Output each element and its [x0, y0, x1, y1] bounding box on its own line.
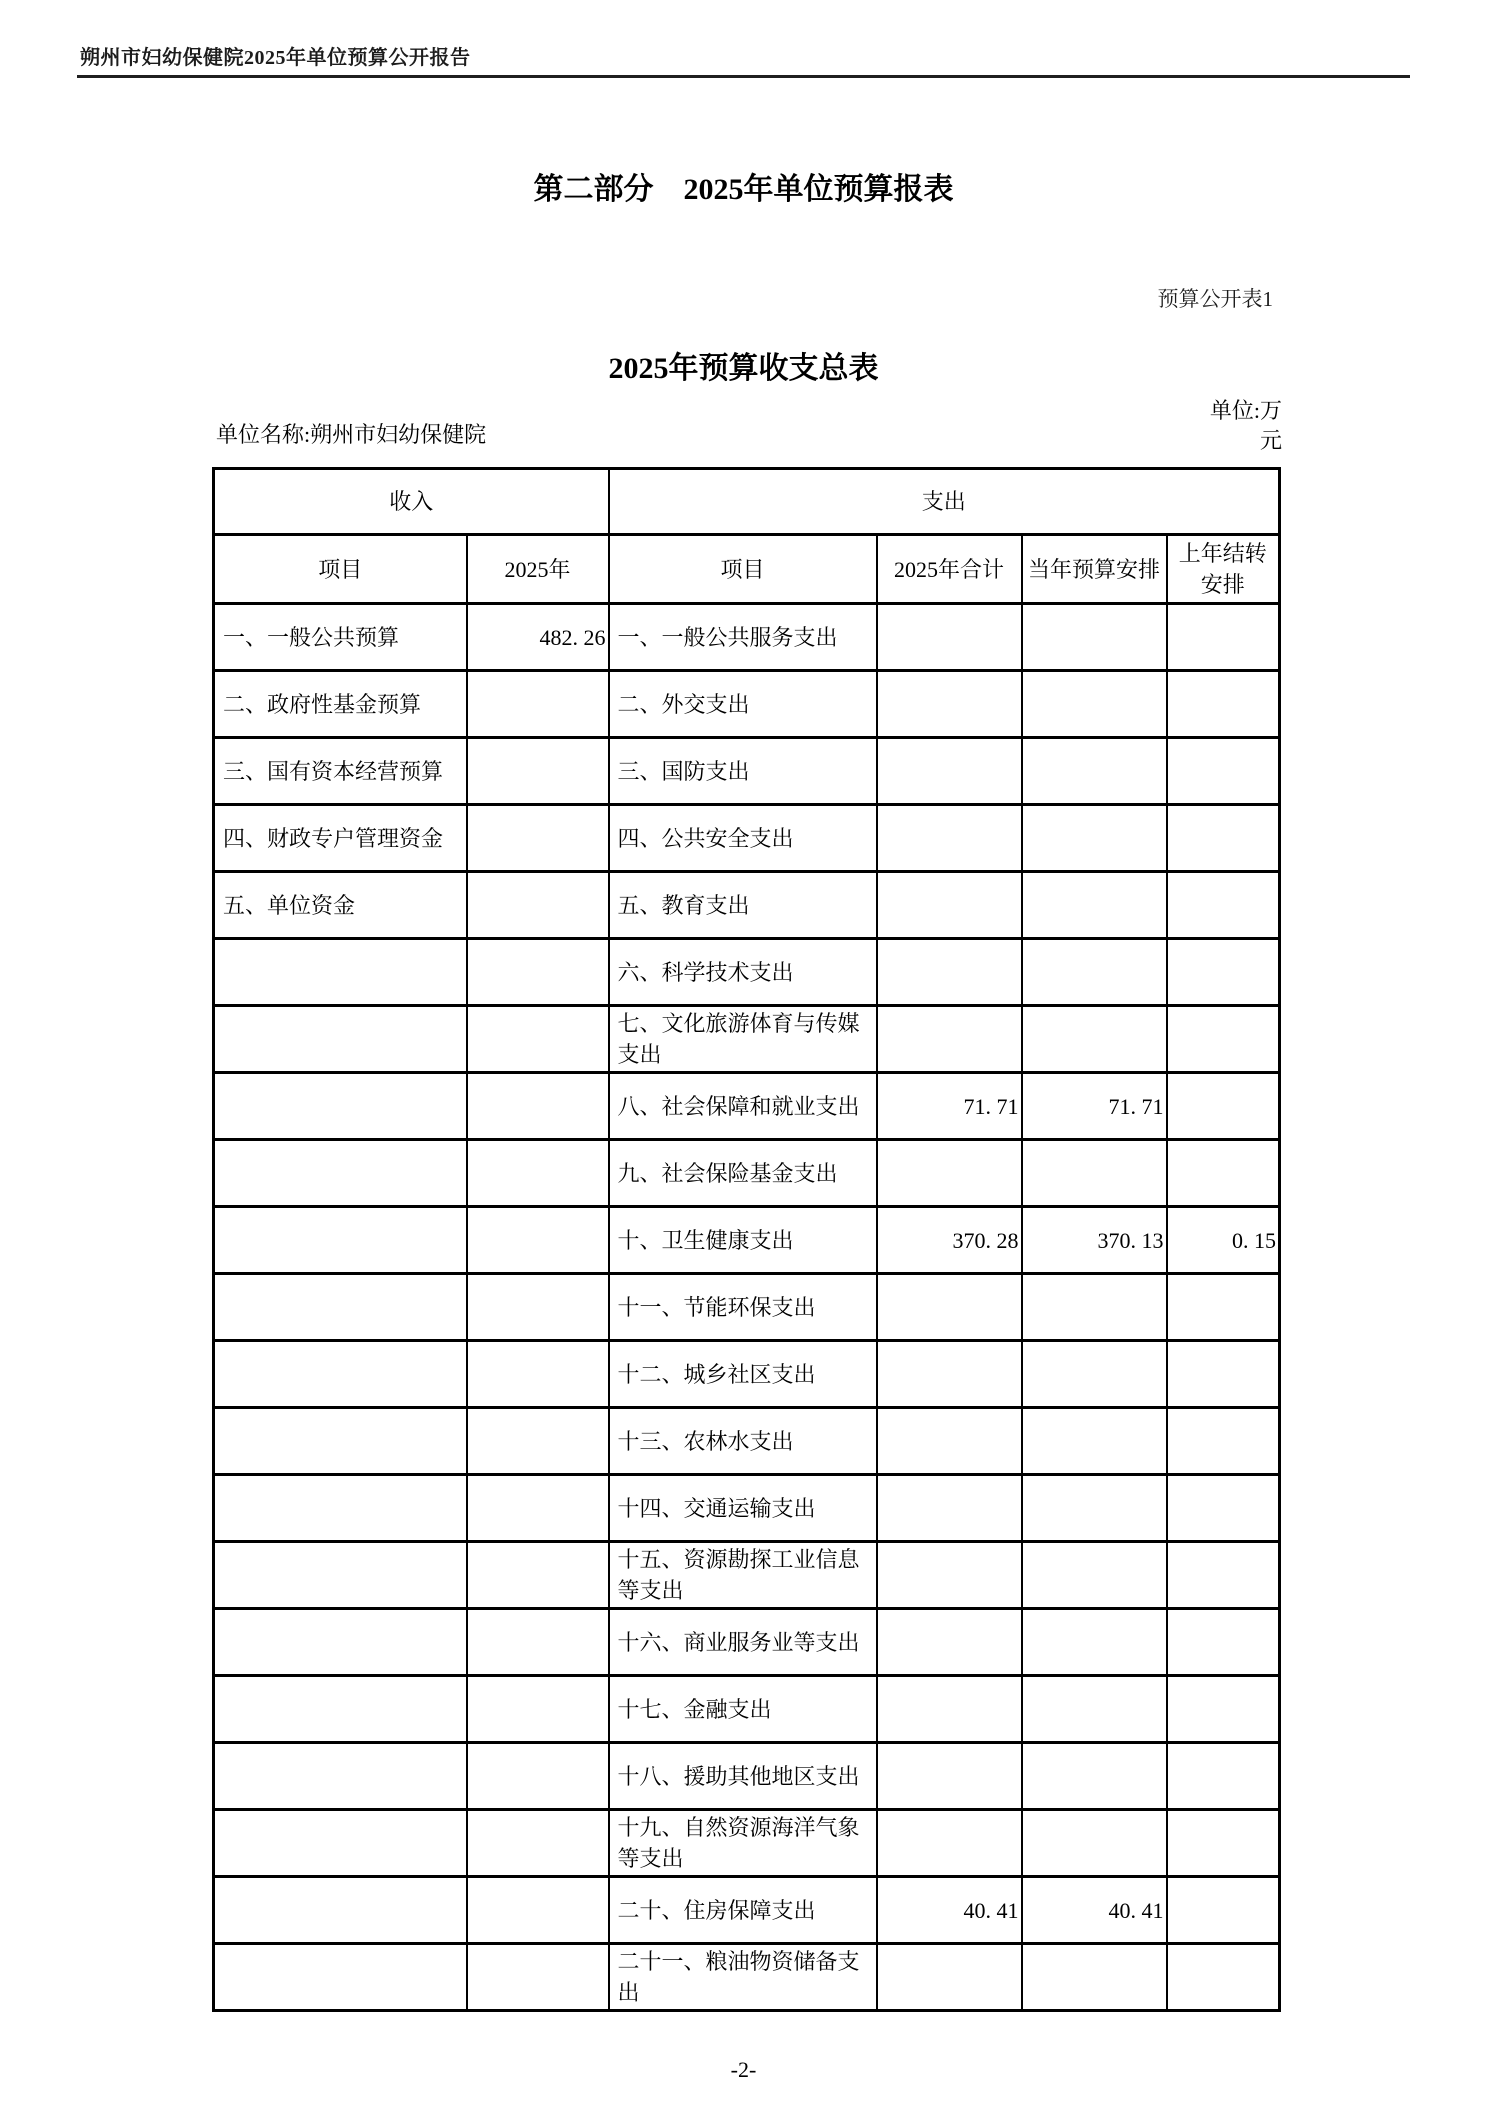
- expense-item-cell: 四、公共安全支出: [609, 805, 877, 872]
- expense-carryover-cell: [1167, 738, 1280, 805]
- income-item-cell: [214, 1609, 467, 1676]
- table-row: [214, 1140, 1280, 1207]
- expense-carryover-cell: [1167, 1676, 1280, 1743]
- table-row: [214, 805, 1280, 872]
- table-row: [214, 1006, 1280, 1073]
- expense-carryover-cell: [1167, 1073, 1280, 1140]
- expense-carryover-cell: [1167, 1877, 1280, 1944]
- table-row: [214, 1274, 1280, 1341]
- income-value-cell: [467, 1207, 609, 1274]
- expense-carryover-cell: [1167, 939, 1280, 1006]
- income-value-cell: [467, 1743, 609, 1810]
- table-row: [214, 1475, 1280, 1542]
- income-value-cell: [467, 1341, 609, 1408]
- expense-item-cell: 二、外交支出: [609, 671, 877, 738]
- expense-current-cell: [1022, 872, 1167, 939]
- expense-item-cell: 六、科学技术支出: [609, 939, 877, 1006]
- expense-total-cell: [877, 1676, 1022, 1743]
- table-row: [214, 1408, 1280, 1475]
- income-item-cell: [214, 1542, 467, 1609]
- income-item-cell: [214, 1877, 467, 1944]
- sheet-label: 预算公开表1: [1157, 287, 1273, 311]
- table-row: [214, 1877, 1280, 1944]
- expense-carryover-cell: [1167, 1140, 1280, 1207]
- expense-total-cell: [877, 1408, 1022, 1475]
- income-value-cell: [467, 805, 609, 872]
- expense-item-cell: 十、卫生健康支出: [609, 1207, 877, 1274]
- expense-item-cell: 二十、住房保障支出: [609, 1877, 877, 1944]
- expense-total-cell: [877, 1743, 1022, 1810]
- expense-item-cell: 十一、节能环保支出: [609, 1274, 877, 1341]
- income-value-cell: [467, 1073, 609, 1140]
- col-header-expense-carryover: 上年结转安排: [1167, 535, 1280, 604]
- income-value-cell: [467, 1140, 609, 1207]
- income-item-cell: [214, 1676, 467, 1743]
- expense-carryover-cell: [1167, 1743, 1280, 1810]
- income-item-cell: [214, 1274, 467, 1341]
- expense-current-cell: [1022, 1408, 1167, 1475]
- expense-carryover-cell: [1167, 604, 1280, 671]
- table-row: [214, 1073, 1280, 1140]
- expense-current-cell: 370. 13: [1022, 1207, 1167, 1274]
- expense-current-cell: [1022, 805, 1167, 872]
- section-title: 第二部分 2025年单位预算报表: [533, 173, 954, 206]
- expense-current-cell: [1022, 1341, 1167, 1408]
- expense-total-cell: [877, 1006, 1022, 1073]
- income-value-cell: [467, 872, 609, 939]
- expense-total-cell: 40. 41: [877, 1877, 1022, 1944]
- doc-header-title: 朔州市妇幼保健院2025年单位预算公开报告: [80, 47, 471, 69]
- income-item-cell: 五、单位资金: [214, 872, 467, 939]
- income-item-cell: [214, 1207, 467, 1274]
- expense-current-cell: [1022, 1743, 1167, 1810]
- expense-carryover-cell: [1167, 671, 1280, 738]
- income-item-cell: [214, 939, 467, 1006]
- expense-item-cell: 七、文化旅游体育与传媒支出: [609, 1006, 877, 1073]
- expense-total-cell: 71. 71: [877, 1073, 1022, 1140]
- expense-current-cell: [1022, 1140, 1167, 1207]
- table-row: [214, 738, 1280, 805]
- expense-total-cell: [877, 1140, 1022, 1207]
- income-item-cell: 二、政府性基金预算: [214, 671, 467, 738]
- table-column-header-row: [214, 535, 1280, 604]
- expense-item-cell: 八、社会保障和就业支出: [609, 1073, 877, 1140]
- income-value-cell: 482. 26: [467, 604, 609, 671]
- table-row: [214, 1810, 1280, 1877]
- expense-item-cell: 十八、援助其他地区支出: [609, 1743, 877, 1810]
- income-item-cell: 一、一般公共预算: [214, 604, 467, 671]
- income-item-cell: [214, 1140, 467, 1207]
- expense-carryover-cell: [1167, 1542, 1280, 1609]
- sheet-title: 2025年预算收支总表: [608, 352, 879, 385]
- income-item-cell: [214, 1944, 467, 2011]
- expense-item-cell: 三、国防支出: [609, 738, 877, 805]
- expense-current-cell: 40. 41: [1022, 1877, 1167, 1944]
- table-row: [214, 1743, 1280, 1810]
- income-value-cell: [467, 738, 609, 805]
- expense-current-cell: [1022, 1542, 1167, 1609]
- col-header-income-item: 项目: [214, 535, 467, 604]
- income-item-cell: [214, 1743, 467, 1810]
- col-header-income-2025: 2025年: [467, 535, 609, 604]
- unit-name: 单位名称:朔州市妇幼保健院: [216, 422, 487, 447]
- expense-total-cell: [877, 1542, 1022, 1609]
- expense-carryover-cell: [1167, 805, 1280, 872]
- budget-table: [212, 467, 1281, 2012]
- unit-measure: 单位:万元: [1209, 398, 1282, 453]
- table-row: [214, 1676, 1280, 1743]
- income-value-cell: [467, 1810, 609, 1877]
- expense-item-cell: 十五、资源勘探工业信息等支出: [609, 1542, 877, 1609]
- table-row: [214, 1944, 1280, 2011]
- expense-item-cell: 二十一、粮油物资储备支出: [609, 1944, 877, 2011]
- expense-total-cell: [877, 1609, 1022, 1676]
- expense-carryover-cell: [1167, 1341, 1280, 1408]
- col-header-expense-item: 项目: [609, 535, 877, 604]
- expense-item-cell: 十六、商业服务业等支出: [609, 1609, 877, 1676]
- income-value-cell: [467, 1676, 609, 1743]
- expense-total-cell: [877, 1810, 1022, 1877]
- expense-current-cell: 71. 71: [1022, 1073, 1167, 1140]
- table-row: [214, 1609, 1280, 1676]
- expense-total-cell: [877, 1274, 1022, 1341]
- expense-carryover-cell: [1167, 872, 1280, 939]
- expense-current-cell: [1022, 1475, 1167, 1542]
- income-value-cell: [467, 671, 609, 738]
- income-value-cell: [467, 1944, 609, 2011]
- expense-total-cell: [877, 939, 1022, 1006]
- income-item-cell: [214, 1475, 467, 1542]
- expense-item-cell: 十四、交通运输支出: [609, 1475, 877, 1542]
- income-item-cell: [214, 1073, 467, 1140]
- header-rule: [77, 75, 1410, 78]
- expense-current-cell: [1022, 1810, 1167, 1877]
- expense-item-cell: 十九、自然资源海洋气象等支出: [609, 1810, 877, 1877]
- expense-carryover-cell: [1167, 1944, 1280, 2011]
- table-body: [214, 604, 1280, 2011]
- income-item-cell: 四、财政专户管理资金: [214, 805, 467, 872]
- expense-item-cell: 十七、金融支出: [609, 1676, 877, 1743]
- table-row: [214, 939, 1280, 1006]
- expense-carryover-cell: [1167, 1408, 1280, 1475]
- income-value-cell: [467, 939, 609, 1006]
- expense-total-cell: 370. 28: [877, 1207, 1022, 1274]
- expense-current-cell: [1022, 1006, 1167, 1073]
- expense-carryover-cell: [1167, 1475, 1280, 1542]
- income-value-cell: [467, 1609, 609, 1676]
- expense-current-cell: [1022, 671, 1167, 738]
- expense-current-cell: [1022, 738, 1167, 805]
- table-row: [214, 604, 1280, 671]
- expense-item-cell: 一、一般公共服务支出: [609, 604, 877, 671]
- table-meta-row: [212, 396, 1282, 466]
- expense-total-cell: [877, 1475, 1022, 1542]
- expense-total-cell: [877, 604, 1022, 671]
- expense-total-cell: [877, 1944, 1022, 2011]
- income-value-cell: [467, 1408, 609, 1475]
- expense-carryover-cell: 0. 15: [1167, 1207, 1280, 1274]
- income-value-cell: [467, 1274, 609, 1341]
- income-group-header: 收入: [214, 469, 609, 535]
- expense-current-cell: [1022, 1609, 1167, 1676]
- table-row: [214, 1207, 1280, 1274]
- expense-total-cell: [877, 671, 1022, 738]
- expense-current-cell: [1022, 1676, 1167, 1743]
- expense-total-cell: [877, 1341, 1022, 1408]
- table-row: [214, 1542, 1280, 1609]
- table-row: [214, 671, 1280, 738]
- expense-carryover-cell: [1167, 1810, 1280, 1877]
- expense-item-cell: 五、教育支出: [609, 872, 877, 939]
- table-row: [214, 872, 1280, 939]
- income-value-cell: [467, 1542, 609, 1609]
- expense-current-cell: [1022, 1274, 1167, 1341]
- income-item-cell: [214, 1006, 467, 1073]
- income-item-cell: [214, 1810, 467, 1877]
- expense-group-header: 支出: [609, 469, 1280, 535]
- expense-current-cell: [1022, 604, 1167, 671]
- expense-item-cell: 九、社会保险基金支出: [609, 1140, 877, 1207]
- expense-total-cell: [877, 738, 1022, 805]
- expense-total-cell: [877, 872, 1022, 939]
- income-value-cell: [467, 1006, 609, 1073]
- table-row: [214, 1341, 1280, 1408]
- expense-current-cell: [1022, 1944, 1167, 2011]
- col-header-expense-total: 2025年合计: [877, 535, 1022, 604]
- income-value-cell: [467, 1877, 609, 1944]
- income-value-cell: [467, 1475, 609, 1542]
- income-item-cell: [214, 1341, 467, 1408]
- expense-carryover-cell: [1167, 1274, 1280, 1341]
- expense-carryover-cell: [1167, 1006, 1280, 1073]
- income-item-cell: [214, 1408, 467, 1475]
- expense-item-cell: 十三、农林水支出: [609, 1408, 877, 1475]
- income-item-cell: 三、国有资本经营预算: [214, 738, 467, 805]
- page-number: -2-: [730, 2057, 757, 2082]
- expense-item-cell: 十二、城乡社区支出: [609, 1341, 877, 1408]
- expense-total-cell: [877, 805, 1022, 872]
- table-group-header-row: [214, 469, 1280, 535]
- expense-current-cell: [1022, 939, 1167, 1006]
- col-header-expense-current: 当年预算安排: [1022, 535, 1167, 604]
- expense-carryover-cell: [1167, 1609, 1280, 1676]
